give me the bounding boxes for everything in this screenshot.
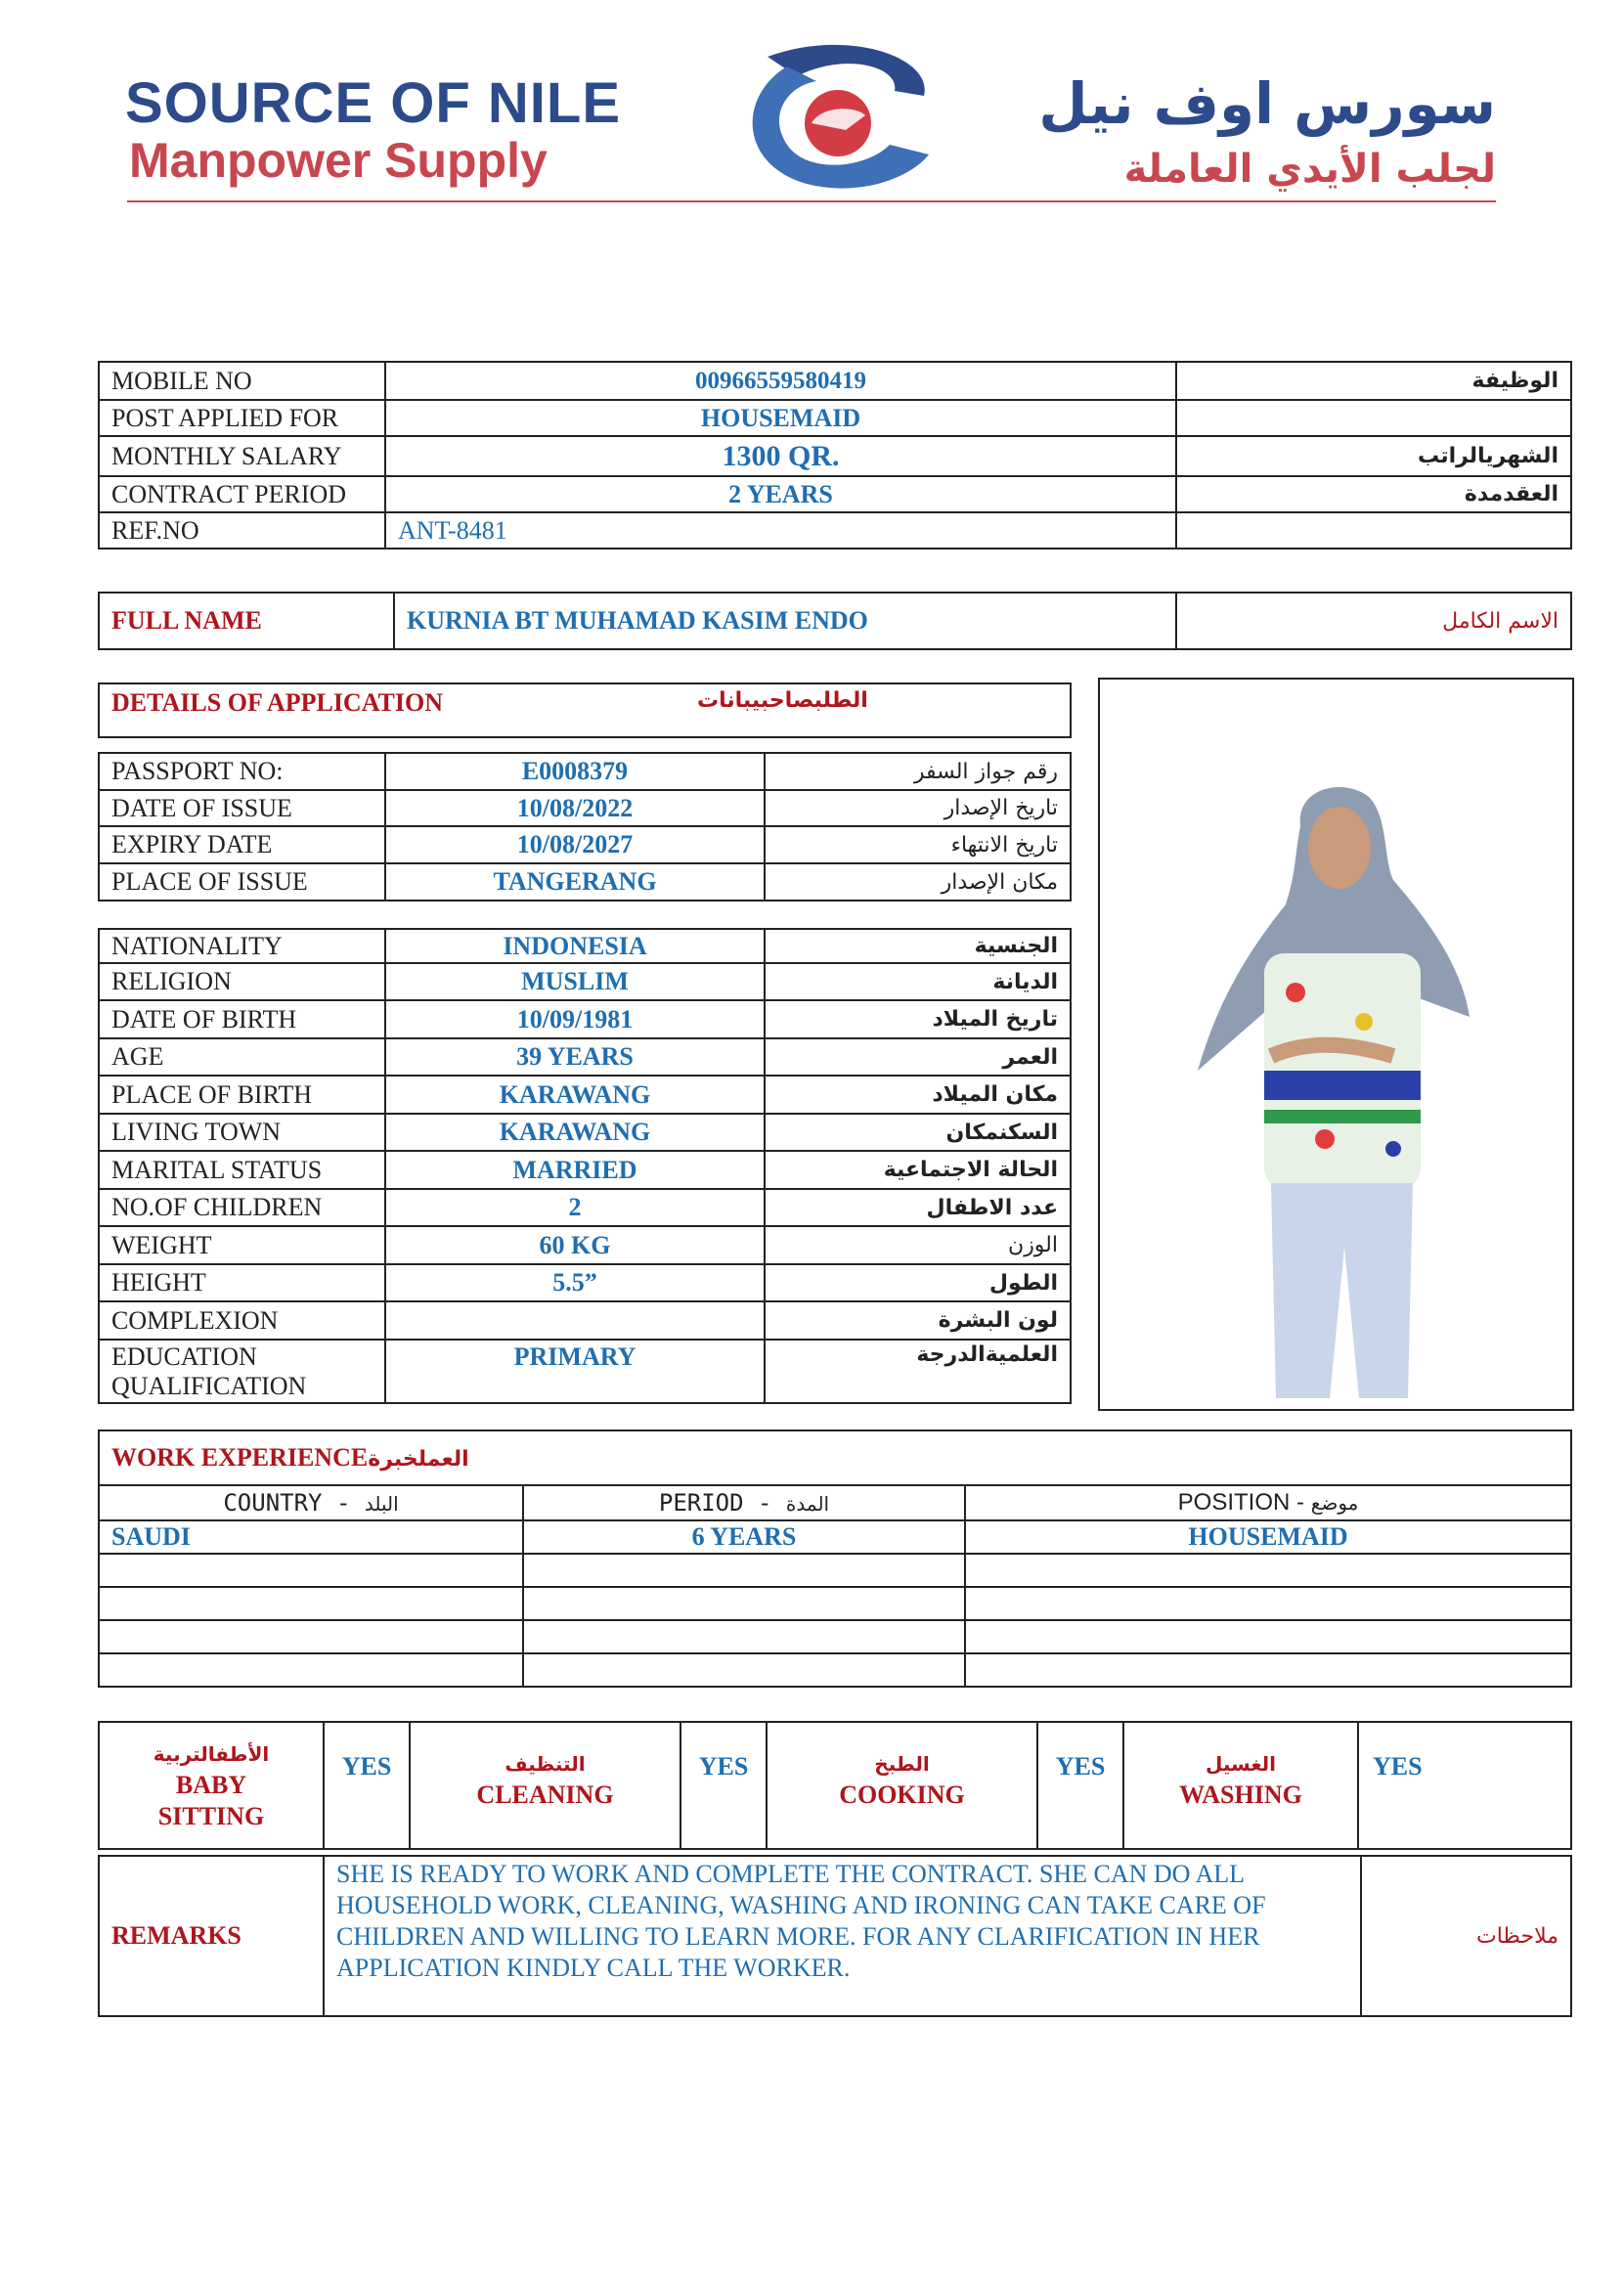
religion-value: MUSLIM	[385, 963, 765, 1000]
skill-baby-sitting-en1: BABY	[175, 1771, 247, 1799]
skill-cooking-en: COOKING	[839, 1781, 965, 1809]
col-country-ar: البلد	[364, 1492, 399, 1516]
issue-date-value: 10/08/2022	[385, 790, 765, 826]
complexion-label-ar: لون البشرة	[765, 1301, 1071, 1340]
col-country-en: COUNTRY -	[223, 1489, 351, 1517]
applicant-photo-figure	[1100, 680, 1572, 1409]
dob-value: 10/09/1981	[385, 1000, 765, 1038]
passport-table	[98, 752, 1072, 902]
skill-cooking-value: YES	[1037, 1722, 1123, 1849]
marital-status-label: MARITAL STATUS	[99, 1151, 385, 1189]
height-label-ar: الطول	[765, 1264, 1071, 1301]
table-header-row	[99, 1485, 1571, 1520]
company-logo	[728, 37, 944, 194]
table-row	[99, 1520, 1571, 1554]
skill-cooking-ar: الطبخ	[874, 1752, 930, 1776]
skill-washing-en: WASHING	[1179, 1781, 1302, 1809]
complexion-value	[385, 1301, 765, 1340]
applicant-photo	[1098, 678, 1574, 1411]
full-name-label: FULL NAME	[99, 593, 394, 649]
brand-name-ar: سورس اوف نيل	[1038, 70, 1496, 137]
remarks-label-ar: ملاحظات	[1361, 1856, 1571, 2016]
skill-cleaning-value: YES	[680, 1722, 767, 1849]
children-value: 2	[385, 1189, 765, 1226]
mobile-label: MOBILE NO	[99, 362, 385, 400]
work-position: HOUSEMAID	[965, 1520, 1571, 1554]
table-row	[99, 1554, 1571, 1587]
skill-washing-ar: الغسيل	[1205, 1752, 1277, 1776]
details-title-ar: الطلبصاحبيبانات	[685, 683, 1071, 737]
nationality-label-ar: الجنسية	[765, 929, 1071, 963]
skill-cleaning-ar: التنظيف	[505, 1752, 586, 1776]
work-experience-title-ar: العملخبرة	[368, 1447, 469, 1472]
education-label-ar: العلميةالدرجة	[765, 1340, 1071, 1403]
col-period	[523, 1485, 965, 1520]
skill-baby-sitting-value: YES	[324, 1722, 410, 1849]
skill-cleaning-en: CLEANING	[476, 1781, 614, 1809]
expiry-date-value: 10/08/2027	[385, 826, 765, 863]
skill-baby-sitting-ar: الأطفالتربية	[153, 1742, 270, 1766]
brand-name-en: SOURCE OF NILE	[125, 71, 622, 135]
mobile-label-ar: الوظيفة	[1176, 362, 1571, 400]
education-label-line1: EDUCATION	[111, 1341, 257, 1371]
ref-label-ar	[1176, 512, 1571, 549]
expiry-date-label: EXPIRY DATE	[99, 826, 385, 863]
religion-label-ar: الديانة	[765, 963, 1071, 1000]
work-country: SAUDI	[99, 1520, 523, 1554]
skill-baby-sitting-en2: SITTING	[157, 1802, 265, 1830]
table-row	[99, 1653, 1571, 1687]
height-value: 5.5”	[385, 1264, 765, 1301]
religion-label: RELIGION	[99, 963, 385, 1000]
post-label: POST APPLIED FOR	[99, 400, 385, 436]
post-label-ar	[1176, 400, 1571, 436]
passport-no-value: E0008379	[385, 753, 765, 790]
table-row	[99, 1620, 1571, 1653]
contract-value: 2 YEARS	[385, 476, 1176, 512]
salary-label-ar: الشهريالراتب	[1176, 436, 1571, 476]
dob-label: DATE OF BIRTH	[99, 1000, 385, 1038]
table-row	[99, 400, 1571, 436]
full-name-value: KURNIA BT MUHAMAD KASIM ENDO	[394, 593, 1176, 649]
brand-tagline-ar: لجلب الأيدي العاملة	[1123, 147, 1496, 192]
contact-table	[98, 361, 1572, 550]
nationality-label: NATIONALITY	[99, 929, 385, 963]
brand-tagline-en: Manpower Supply	[129, 133, 548, 188]
passport-no-label: PASSPORT NO:	[99, 753, 385, 790]
work-period: 6 YEARS	[523, 1520, 965, 1554]
work-experience-table	[98, 1429, 1572, 1688]
age-value: 39 YEARS	[385, 1038, 765, 1076]
details-header	[98, 682, 1072, 738]
birth-place-label: PLACE OF BIRTH	[99, 1076, 385, 1114]
table-row	[99, 1587, 1571, 1620]
issue-date-label: DATE OF ISSUE	[99, 790, 385, 826]
post-value: HOUSEMAID	[385, 400, 1176, 436]
issue-place-value: TANGERANG	[385, 863, 765, 901]
marital-status-value: MARRIED	[385, 1151, 765, 1189]
age-label: AGE	[99, 1038, 385, 1076]
birth-place-value: KARAWANG	[385, 1076, 765, 1114]
complexion-label: COMPLEXION	[99, 1301, 385, 1340]
skill-cooking	[767, 1722, 1037, 1849]
col-position	[965, 1485, 1571, 1520]
education-label	[99, 1340, 385, 1403]
living-town-label-ar: السكنمكان	[765, 1114, 1071, 1151]
issue-date-label-ar: تاريخ الإصدار	[765, 790, 1071, 826]
salary-value: 1300 QR.	[385, 436, 1176, 476]
col-position-ar: موضع	[1310, 1491, 1359, 1515]
skill-washing-value: YES	[1358, 1722, 1571, 1849]
contract-label: CONTRACT PERIOD	[99, 476, 385, 512]
passport-no-label-ar: رقم جواز السفر	[765, 753, 1071, 790]
remarks-text: SHE IS READY TO WORK AND COMPLETE THE CONTRACT. SHE CAN DO ALL HOUSEHOLD WORK, CLEANING, WASHING AND IRONING CAN TAKE CARE OF CHILDREN AND WILLING TO LEARN MORE. FOR ANY CLARIFICATION IN HER APPLICATION KINDLY CALL THE WORKER.	[324, 1856, 1361, 2016]
col-period-ar: المدة	[785, 1492, 830, 1516]
issue-place-label: PLACE OF ISSUE	[99, 863, 385, 901]
full-name-label-ar: الاسم الكامل	[1176, 593, 1571, 649]
skill-baby-sitting	[99, 1722, 324, 1849]
personal-table	[98, 928, 1072, 1404]
education-value: PRIMARY	[385, 1340, 765, 1403]
col-period-en: PERIOD -	[658, 1489, 772, 1517]
birth-place-label-ar: مكان الميلاد	[765, 1076, 1071, 1114]
nationality-value: INDONESIA	[385, 929, 765, 963]
table-row	[99, 476, 1571, 512]
work-experience-title	[99, 1430, 1571, 1485]
skills-table	[98, 1721, 1572, 1850]
full-name-table	[98, 592, 1572, 650]
col-position-en: POSITION -	[1177, 1489, 1305, 1516]
weight-label: WEIGHT	[99, 1226, 385, 1264]
salary-label: MONTHLY SALARY	[99, 436, 385, 476]
work-experience-title-en: WORK EXPERIENCE	[111, 1443, 369, 1472]
age-label-ar: العمر	[765, 1038, 1071, 1076]
skill-cleaning	[410, 1722, 680, 1849]
mobile-value: 00966559580419	[385, 362, 1176, 400]
col-country	[99, 1485, 523, 1520]
dob-label-ar: تاريخ الميلاد	[765, 1000, 1071, 1038]
ref-value: ANT-8481	[385, 512, 1176, 549]
skill-washing	[1123, 1722, 1358, 1849]
expiry-date-label-ar: تاريخ الانتهاء	[765, 826, 1071, 863]
children-label-ar: عدد الاطفال	[765, 1189, 1071, 1226]
living-town-value: KARAWANG	[385, 1114, 765, 1151]
details-title: DETAILS OF APPLICATION	[99, 683, 685, 737]
header-divider	[127, 200, 1496, 202]
height-label: HEIGHT	[99, 1264, 385, 1301]
remarks-label: REMARKS	[99, 1856, 324, 2016]
table-row	[99, 436, 1571, 476]
remarks-table	[98, 1855, 1572, 2017]
ref-label: REF.NO	[99, 512, 385, 549]
table-row	[99, 512, 1571, 549]
table-row	[99, 362, 1571, 400]
weight-label-ar: الوزن	[765, 1226, 1071, 1264]
education-label-line2: QUALIFICATION	[111, 1371, 307, 1400]
living-town-label: LIVING TOWN	[99, 1114, 385, 1151]
children-label: NO.OF CHILDREN	[99, 1189, 385, 1226]
issue-place-label-ar: مكان الإصدار	[765, 863, 1071, 901]
contract-label-ar: العقدمدة	[1176, 476, 1571, 512]
weight-value: 60 KG	[385, 1226, 765, 1264]
marital-status-label-ar: الحالة الاجتماعية	[765, 1151, 1071, 1189]
